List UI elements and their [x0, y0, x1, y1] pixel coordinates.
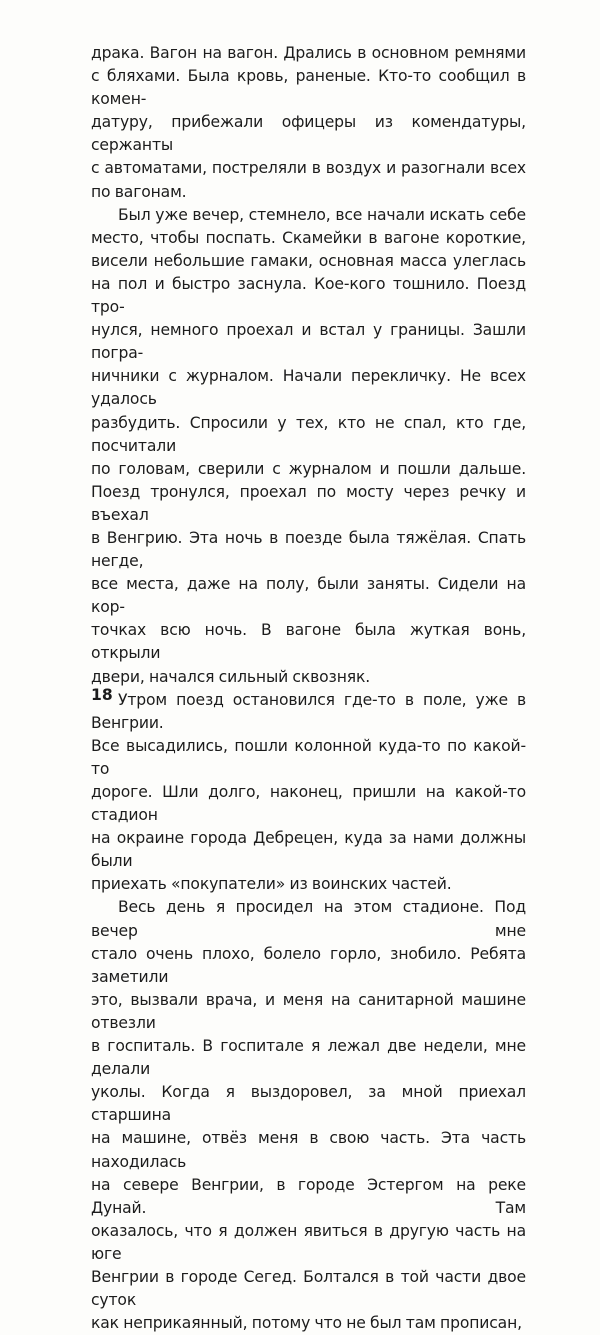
text-line: на севере Венгрии, в городе Эстергом на реке Дунай. Там: [91, 1175, 526, 1217]
text-line: оказалось, что я должен явиться в другую часть на юге: [91, 1221, 526, 1263]
text-line: стало очень плохо, болело горло, знобило. Ребята заметили: [91, 944, 526, 986]
text-line: по вагонам.: [91, 182, 187, 201]
text-line: Венгрии в городе Сегед. Болтался в той части двое суток: [91, 1267, 526, 1310]
page-number: 18: [91, 686, 113, 704]
text-line: двери, начался сильный сквозняк.: [91, 667, 371, 686]
text-line: с автоматами, постреляли в воздух и разогнали всех: [91, 159, 526, 178]
text-line: Утром поезд остановился где-то в поле, уже в Венгрии.: [91, 690, 526, 732]
text-line: все места, даже на полу, были заняты. Сидели на кор-: [91, 575, 526, 617]
text-line: на окраине города Дебрецен, куда за нами должны были: [91, 829, 526, 871]
text-line: Был уже вечер, стемнело, все начали искать себе: [118, 205, 526, 224]
body-text: [91, 42, 526, 1335]
text-line: уколы. Когда я выздоровел, за мной приехал старшина: [91, 1083, 526, 1125]
paragraph: [91, 689, 526, 897]
paragraph: [91, 896, 526, 1335]
text-line: дороге. Шли долго, наконец, пришли на какой-то стадион: [91, 783, 526, 825]
text-line: датуру, прибежали офицеры из комендатуры, сержанты: [91, 113, 526, 155]
text-line: в госпиталь. В госпитале я лежал две недели, мне делали: [91, 1037, 526, 1079]
paragraph: [91, 42, 526, 204]
text-line: это, вызвали врача, и меня на санитарной машине отвезли: [91, 990, 526, 1032]
text-line: Весь день я просидел на этом стадионе. Под вечер мне: [91, 898, 526, 940]
text-line: как неприкаянный, потому что не был там прописан,: [91, 1314, 522, 1333]
text-line: приехать «покупатели» из воинских частей.: [91, 875, 452, 894]
text-line: в Венгрию. Эта ночь в поезде была тяжёлая. Спать негде,: [91, 528, 526, 571]
text-line: место, чтобы поспать. Скамейки в вагоне короткие,: [91, 228, 526, 247]
text-line: с бляхами. Была кровь, раненые. Кто-то сообщил в комен-: [91, 67, 526, 109]
text-line: драка. Вагон на вагон. Дрались в основном ремнями: [91, 44, 526, 62]
text-line: висели небольшие гамаки, основная масса улеглась: [91, 251, 526, 270]
text-line: нулся, немного проехал и встал у границы. Зашли погра-: [91, 321, 526, 363]
paragraph: [91, 204, 526, 689]
text-line: Поезд тронулся, проехал по мосту через речку и въехал: [91, 482, 526, 524]
text-line: на машине, отвёз меня в свою часть. Эта часть находилась: [91, 1129, 526, 1171]
text-line: разбудить. Спросили у тех, кто не спал, кто где, посчитали: [91, 413, 526, 455]
text-line: на пол и быстро заснула. Кое-кого тошнило. Поезд тро-: [91, 274, 526, 317]
text-line: по головам, сверили с журналом и пошли дальше.: [91, 459, 526, 478]
text-line: точках всю ночь. В вагоне была жуткая вонь, открыли: [91, 621, 526, 663]
text-line: Все высадились, пошли колонной куда-то по какой-то: [91, 736, 526, 778]
text-line: ничники с журналом. Начали перекличку. Не всех удалось: [91, 367, 526, 409]
